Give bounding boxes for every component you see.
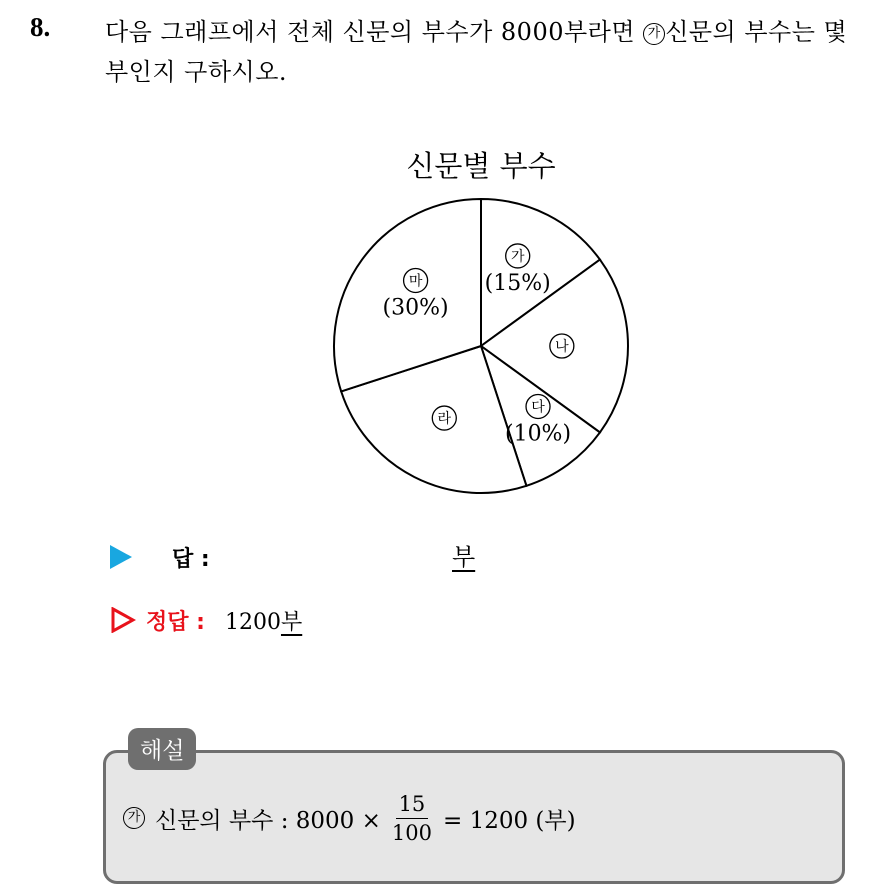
- slice-marker-text: 라: [437, 411, 452, 428]
- slice-marker-text: 다: [531, 399, 545, 416]
- pie-chart: [320, 140, 640, 500]
- correct-unit: 부: [280, 609, 303, 635]
- fraction-numerator: 15: [396, 792, 429, 819]
- correct-number: 1200: [224, 609, 281, 635]
- slice-marker-text: 나: [555, 339, 569, 355]
- correct-answer-row: [110, 600, 302, 640]
- circled-ga-marker: 가: [643, 23, 665, 45]
- question-text: [105, 12, 875, 92]
- fraction-denominator: 100: [391, 820, 432, 845]
- formula-rhs: = 1200 (부): [442, 807, 576, 834]
- explanation-formula: [123, 788, 576, 848]
- formula-fraction: [389, 792, 435, 845]
- slice-percent-text: (30%): [382, 295, 449, 321]
- slice-marker-text: 마: [408, 273, 423, 290]
- answer-row: [110, 537, 210, 577]
- question-text-part2: 신문의 부수는 몇 부인지 구하시오.: [105, 18, 848, 86]
- slice-marker-text: 가: [510, 248, 525, 265]
- formula-lhs: 신문의 부수 : 8000 ×: [155, 807, 381, 834]
- explanation-tag: 해설: [128, 728, 196, 770]
- slice-percent-text: (10%): [504, 421, 572, 447]
- answer-label: 답 :: [172, 546, 210, 572]
- circled-ga-marker: 가: [123, 807, 145, 829]
- correct-arrow-icon: [110, 607, 136, 633]
- answer-unit: 부: [452, 543, 476, 571]
- question-text-part1: 다음 그래프에서 전체 신문의 부수가 8000부라면: [105, 18, 636, 46]
- slice-percent-text: (15%): [484, 270, 551, 296]
- correct-label: 정답 :: [146, 609, 205, 635]
- answer-arrow-icon: [110, 545, 132, 569]
- question-number: 8.: [30, 12, 51, 42]
- correct-value: [225, 605, 302, 636]
- chart-title: 신문별 부수: [406, 149, 556, 183]
